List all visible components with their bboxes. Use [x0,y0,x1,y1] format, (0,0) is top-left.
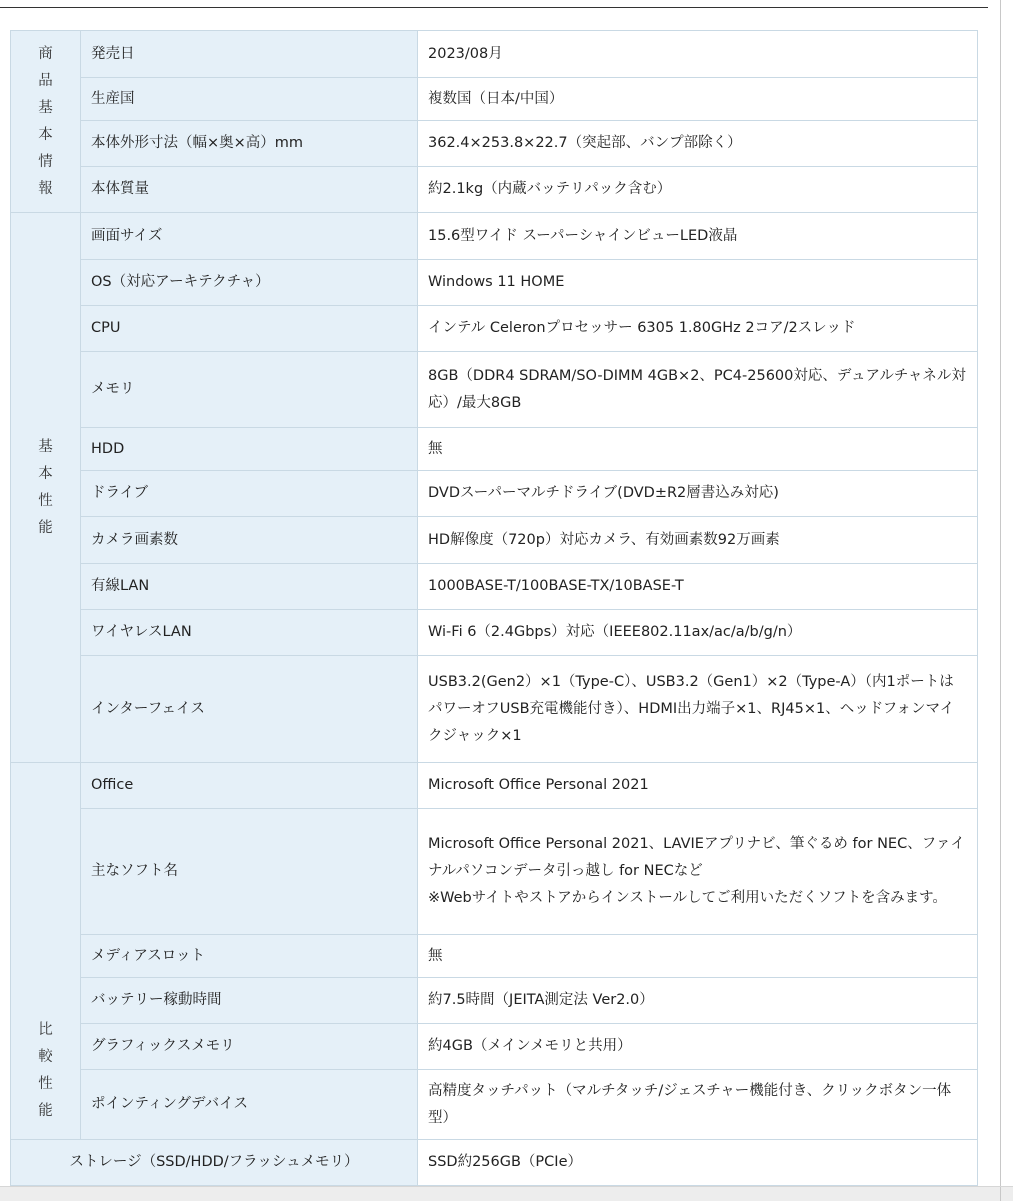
spec-label: 主なソフト名 [81,809,418,935]
spec-label: CPU [81,306,418,352]
category-char: 本 [38,465,53,482]
spec-label: カメラ画素数 [81,517,418,564]
table-row [11,1140,978,1186]
spec-label: 発売日 [81,31,418,78]
spec-label: メディアスロット [81,935,418,978]
spec-value: Microsoft Office Personal 2021 [418,763,978,809]
table-row [11,517,978,564]
category-char: 基 [38,438,53,455]
spec-label: グラフィックスメモリ [81,1024,418,1070]
category-basic-performance [11,213,81,763]
spec-value: 約4GB（メインメモリと共用） [418,1024,978,1070]
table-row [11,121,978,167]
spec-value: 2023/08月 [418,31,978,78]
category-char: 比 [38,1022,53,1038]
table-row [11,167,978,213]
table-row [11,260,978,306]
spec-value: インテル Celeronプロセッサー 6305 1.80GHz 2コア/2スレッド [418,306,978,352]
spec-label: 本体質量 [81,167,418,213]
table-row [11,809,978,935]
spec-value: 8GB（DDR4 SDRAM/SO-DIMM 4GB×2、PC4-25600対応、デュアルチャネル対応）/最大8GB [418,352,978,428]
spec-label: 生産国 [81,78,418,121]
spec-value: 約2.1kg（内蔵バッテリパック含む） [418,167,978,213]
category-char: 基 [38,99,53,116]
spec-label: メモリ [81,352,418,428]
storage-label: ストレージ（SSD/HDD/フラッシュメモリ） [11,1140,418,1186]
spec-label: インターフェイス [81,656,418,763]
table-row [11,935,978,978]
table-row [11,1024,978,1070]
spec-table [10,30,978,1186]
spec-label: バッテリー稼動時間 [81,978,418,1024]
spec-label: 本体外形寸法（幅×奥×高）mm [81,121,418,167]
spec-value: 約7.5時間（JEITA測定法 Ver2.0） [418,978,978,1024]
table-row [11,428,978,471]
spec-value: 無 [418,935,978,978]
spec-value: Wi-Fi 6（2.4Gbps）対応（IEEE802.11ax/ac/a/b/g/n） [418,610,978,656]
table-row [11,1070,978,1140]
spec-label: ポインティングデバイス [81,1070,418,1140]
table-row [11,656,978,763]
spec-value: 1000BASE-T/100BASE-TX/10BASE-T [418,564,978,610]
spec-value: 362.4×253.8×22.7（突起部、バンプ部除く） [418,121,978,167]
category-char: 能 [38,519,53,536]
spec-label: OS（対応アーキテクチャ） [81,260,418,306]
table-row [11,471,978,517]
spec-label: HDD [81,428,418,471]
category-char: 商 [38,45,53,62]
table-row [11,610,978,656]
table-row [11,978,978,1024]
category-basic-info [11,31,81,213]
spec-label: 画面サイズ [81,213,418,260]
top-divider [0,7,988,8]
table-row [11,352,978,428]
table-row [11,763,978,809]
spec-value: 無 [418,428,978,471]
category-char: 較 [38,1049,53,1065]
category-char: 報 [38,180,53,197]
spec-value: DVDスーパーマルチドライブ(DVD±R2層書込み対応) [418,471,978,517]
category-char: 性 [38,492,53,509]
category-char: 情 [38,153,53,170]
storage-value: SSD約256GB（PCIe） [418,1140,978,1186]
category-char: 能 [38,1103,53,1119]
page-bottom-edge [0,1186,1013,1201]
category-char: 性 [38,1076,53,1092]
spec-label: Office [81,763,418,809]
category-comparison-performance [11,763,81,1140]
scroll-edge [1000,0,1001,1200]
table-row [11,564,978,610]
spec-value: Windows 11 HOME [418,260,978,306]
table-row [11,213,978,260]
spec-value: Microsoft Office Personal 2021、LAVIEアプリナビ、筆ぐるめ for NEC、ファイナルパソコンデータ引っ越し for NECなど ※Webサイトやストアからインストールしてご利用いただくソフトを含みます。 [418,809,978,935]
spec-value: USB3.2(Gen2）×1（Type-C）、USB3.2（Gen1）×2（Type-A）（内1ポートはパワーオフUSB充電機能付き）、HDMI出力端子×1、RJ45×1、ヘッドフォンマイクジャック×1 [418,656,978,763]
category-char: 品 [38,72,53,89]
category-char: 本 [38,126,53,143]
spec-label: 有線LAN [81,564,418,610]
spec-label: ワイヤレスLAN [81,610,418,656]
table-row [11,306,978,352]
table-row [11,78,978,121]
spec-label: ドライブ [81,471,418,517]
spec-value: HD解像度（720p）対応カメラ、有効画素数92万画素 [418,517,978,564]
table-row [11,31,978,78]
spec-value: 複数国（日本/中国） [418,78,978,121]
spec-value: 高精度タッチパット（マルチタッチ/ジェスチャー機能付き、クリックボタン一体型） [418,1070,978,1140]
spec-value: 15.6型ワイド スーパーシャインビューLED液晶 [418,213,978,260]
